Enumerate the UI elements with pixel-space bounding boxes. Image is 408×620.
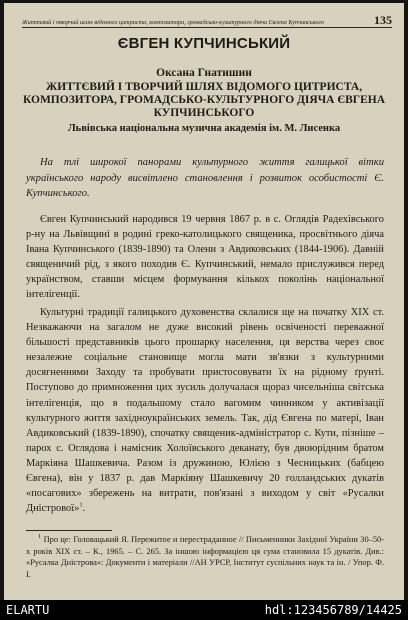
body-paragraph: Культурні традиції галицького духовенства склалися ще на початку XIX ст. Незважаючи на загалом не дуже високий рівень освіченості переважної більшості представників цього прошарку населення, ця верства через своє незалежне соціальне становище могла мати зв'язки з культурними досягненнями Заходу та пробувати пристосовувати їх на рідному ґрунті. Поступово до примноження цих зусиль долучалася щораз чисельніша світська інтелігенція, що в подальшому стало вагомим чинником у активізації культурного життя західноукраїнських земель. Так, дід Євгена по матері, Іван Авдиковський (1839-1890), спочатку священик-адміністратор с. Кути, пізніше – парох с. Оглядова і намісник Холоївського деканату, був двоюрідним братом Маркіяна Шашкевича. Разом із дружиною, Юлією з Чесницьких (бабцею Євгена), він у 1837 р. дав Маркіяну Шашкевичу 20 голландських дукатів «посагових» збережень на витрати, пов'язані з виходом у світ «Русалки Дністрової»$^1$.	[26, 307, 384, 515]
running-title: Життєвий і творчий шлях відомого цитриста, композитора, громадсько-культурного діяча Євгена Купчинського	[22, 19, 324, 26]
handle-identifier: hdl:123456789/14425	[264, 603, 402, 617]
footnote-divider	[26, 530, 112, 531]
footnote-number: 1	[38, 533, 42, 541]
article-title: ЄВГЕН КУПЧИНСЬКИЙ	[117, 35, 291, 52]
document-page	[4, 3, 404, 600]
footnote	[26, 534, 384, 580]
repository-name: ELARTU	[6, 603, 50, 617]
author-affiliation: Львівська національна музична академія ім. М. Лисенка	[67, 123, 341, 134]
footnote-reference: 1	[79, 501, 83, 509]
running-header	[22, 13, 392, 28]
body-paragraph: Євген Купчинський народився 19 червня 1867 р. в с. Оглядів Радехівського р-ну на Львівщині в родині греко-католицького священика, просвітнього діяча Івана Купчинського (1839-1890) та Олени з Авдиковських (1844-1906). Давній священичий рід, з якого походив Є. Купчинський, немало прислужився перед українством, ставши місцем формування кількох поколінь національної інтелігенції.	[26, 214, 384, 301]
footnote-text: Про це: Головацький Я. Пережитое и перестраданное // Письменники Західної України 30–50-х років XIX ст. – К., 1965. – С. 265. За іншою інформацією ця сума становила 15 дукатів. Див.: «Русалка Дністрова»: Документи і матеріали //АН УРСР, Інститут суспільних наук та ін. / Упор. Ф. І.	[26, 535, 384, 579]
repository-bar	[0, 600, 408, 620]
article-subtitle: ЖИТТЄВИЙ І ТВОРЧИЙ ШЛЯХ ВІДОМОГО ЦИТРИСТА, КОМПОЗИТОРА, ГРОМАДСЬКО-КУЛЬТУРНОГО ДІЯЧА ЄВГЕНА КУПЧИНСЬКОГО	[22, 81, 386, 119]
paragraph-text: Культурні традиції галицького духовенства склалися ще на початку XIX ст. Незважаючи на загалом не дуже високий рівень освіченості переважної більшості представників цього прошарку населення, ця верства через своє незалежне соціальне становище могла мати зв'язки з культурними досягненнями Заходу та пробувати пристосовувати їх на рідному ґрунті. Поступово до примноження цих зусиль долучалася щораз чисельніша світська інтелігенція, що в подальшому стало вагомим чинником у активізації культурного життя західноукраїнських земель. Так, дід Євгена по матері, Іван Авдиковський (1839-1890), спочатку священик-адміністратор с. Кути, пізніше – парох с. Оглядова і намісник Холоївського деканату, був двоюрідним братом Маркіяна Шашкевича. Разом із дружиною, Юлією з Чесницьких (бабцею Євгена), він у 1837 р. дав Маркіяну Шашкевичу 20 голландських дукатів «посагових» збережень на витрати, пов'язані з виходом у світ «Русалки Дністрової»	[26, 307, 384, 515]
page-number: 135	[374, 13, 392, 27]
author-name: Оксана Гнатишин	[156, 67, 252, 79]
abstract: На тлі широкої панорами культурного життя галицької вітки українського народу висвітлено становлення і розвиток особистості Є. Купчинського.	[26, 157, 384, 199]
